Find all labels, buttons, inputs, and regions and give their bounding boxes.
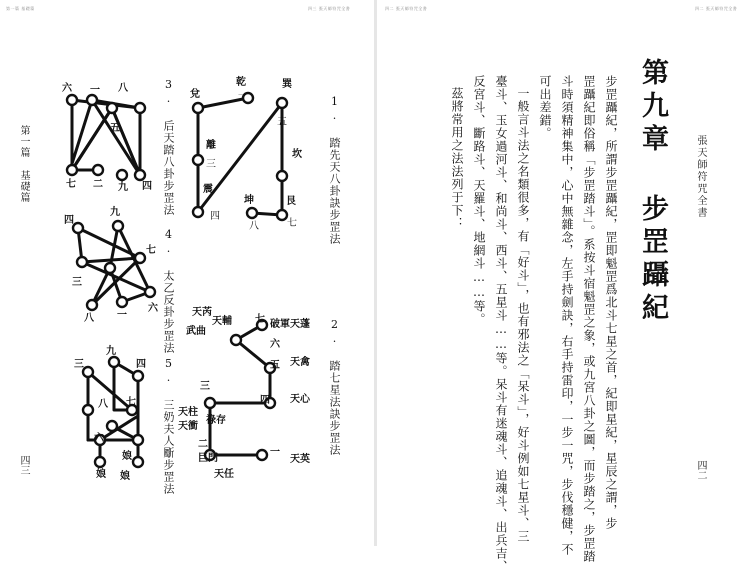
- chapter-title: 第九章 步罡躡紀: [637, 58, 668, 326]
- d1-qian: 乾: [236, 77, 246, 88]
- d3-n6: 六: [62, 83, 72, 94]
- d1-zhen-num: 四: [210, 211, 220, 222]
- d1-gen: 艮: [286, 196, 296, 207]
- body-column-8: 茲將常用之法法列于下：: [450, 87, 464, 230]
- d5-n6: 六: [94, 433, 104, 444]
- d3-n7: 七: [66, 179, 76, 190]
- body-column-6: 臺斗、玉女過河斗、和尚斗、西斗、五星斗……等。呆斗有迷魂斗、追魂斗、出兵吉、: [494, 75, 508, 573]
- d4-n4: 四: [64, 215, 74, 226]
- body-column-1: 步罡躡紀，所謂步罡躡紀，罡即魁罡爲北斗七星之首，紀即星紀，星辰之謂，步: [604, 75, 618, 530]
- d2-pojun: 破軍: [270, 319, 290, 330]
- caption-2: 2. 踏七星法訣步罡法: [328, 318, 341, 456]
- d2-tianchong: 天衝: [178, 421, 198, 432]
- page-number-right: 四二: [695, 460, 706, 480]
- left-page-header-right: 四三 張天師符咒全書: [308, 6, 351, 11]
- d4-n7: 七: [146, 245, 156, 256]
- diagram-sannai-furen: [0, 0, 377, 546]
- d2-tianfu: 天輔: [212, 316, 232, 327]
- d4-n6: 六: [148, 303, 158, 314]
- d5-n3: 三: [74, 359, 84, 370]
- d2-tianren: 天任: [214, 469, 234, 480]
- d4-n8: 八: [84, 313, 94, 324]
- d2-n4: 四: [260, 395, 270, 406]
- body-column-3: 斗時須精神集中，心中無雜念，左手持劍訣，右手持雷印，一步一咒，步伐穩健，不: [560, 75, 574, 556]
- caption-5: 5. 三奶夫人斸步罡法: [162, 357, 175, 495]
- d2-n6: 六: [270, 339, 280, 350]
- d2-tianzhu: 天柱: [178, 407, 198, 418]
- d1-xun: 巽: [282, 79, 292, 90]
- d1-kun-num: 八: [249, 221, 259, 232]
- d2-jumen: 巨門: [198, 453, 218, 464]
- d3-n9: 九: [118, 182, 128, 193]
- d3-n2: 二: [93, 179, 103, 190]
- d2-wuqu: 武曲: [186, 326, 206, 337]
- d1-zhen: 震: [203, 184, 213, 195]
- d2-lucun: 祿存: [206, 415, 226, 426]
- d5-niang3: 娘: [120, 471, 130, 482]
- page-number: 四三: [18, 455, 29, 475]
- d2-n1: 一: [270, 447, 280, 458]
- d1-kun: 坤: [244, 195, 254, 206]
- book-title: 張天師符咒全書: [695, 135, 706, 219]
- d3-n5: 五: [110, 123, 120, 134]
- d5-niang1: 娘: [96, 469, 106, 480]
- d2-n3: 三: [200, 381, 210, 392]
- d4-n1: 一: [117, 310, 127, 321]
- d2-tianrui: 天芮: [192, 307, 212, 318]
- d2-n7: 七: [255, 314, 265, 325]
- d2-tianpeng: 天蓬: [290, 319, 310, 330]
- left-page-header: 第一篇 基礎篇: [6, 6, 35, 11]
- body-column-4: 可出差錯。: [538, 75, 552, 140]
- d4-n9: 九: [110, 207, 120, 218]
- d2-tianxin: 天心: [290, 394, 310, 405]
- d1-kan: 坎: [292, 149, 302, 160]
- caption-4: 4. 太乙反卦步罡法: [162, 228, 175, 354]
- d2-n5: 五: [270, 360, 280, 371]
- d2-tianqin: 天禽: [290, 357, 310, 368]
- body-column-5: 一般言斗法之名類很多，有「好斗」，也有邪法之「呆斗」，好斗例如七星斗、三: [516, 87, 530, 543]
- d4-n3: 三: [72, 277, 82, 288]
- d3-n8: 八: [118, 83, 128, 94]
- d2-n2: 二: [198, 439, 208, 450]
- section-label: 第一篇 基礎篇: [18, 125, 29, 203]
- body-column-2: 罡躡紀即俗稱「步罡踏斗」。系按斗宿魁罡之象，或九宮八卦之圖，而步踏之，步罡踏: [582, 75, 596, 563]
- d5-n7: 七: [126, 397, 136, 408]
- d5-n8: 八: [98, 399, 108, 410]
- body-column-7: 反宮斗、斷路斗、天羅斗、地網斗……等。: [472, 75, 486, 326]
- d5-n4: 四: [136, 359, 146, 370]
- d1-li-num: 三: [206, 159, 216, 170]
- caption-1: 1. 踏先天八卦訣步罡法: [328, 95, 341, 245]
- d1-li: 離: [206, 140, 216, 151]
- d1-gen-num: 七: [287, 218, 297, 229]
- d3-n4: 四: [142, 181, 152, 192]
- right-page-header-right: 四二 張天師符咒全書: [695, 6, 738, 11]
- caption-3: 3. 后天踏八卦步罡法: [162, 78, 175, 216]
- d2-tianying: 天英: [290, 454, 310, 465]
- d3-n1: 一: [90, 85, 100, 96]
- right-page: [377, 0, 754, 573]
- d1-xun-num: 五: [277, 117, 287, 128]
- d5-n9: 九: [106, 346, 116, 357]
- d5-niang2: 娘: [122, 451, 132, 462]
- left-page: [0, 0, 377, 546]
- right-page-header: 四二 張天師符咒全書: [385, 6, 428, 11]
- d1-dui: 兌: [190, 89, 200, 100]
- d1-qian-num: 一: [238, 91, 246, 100]
